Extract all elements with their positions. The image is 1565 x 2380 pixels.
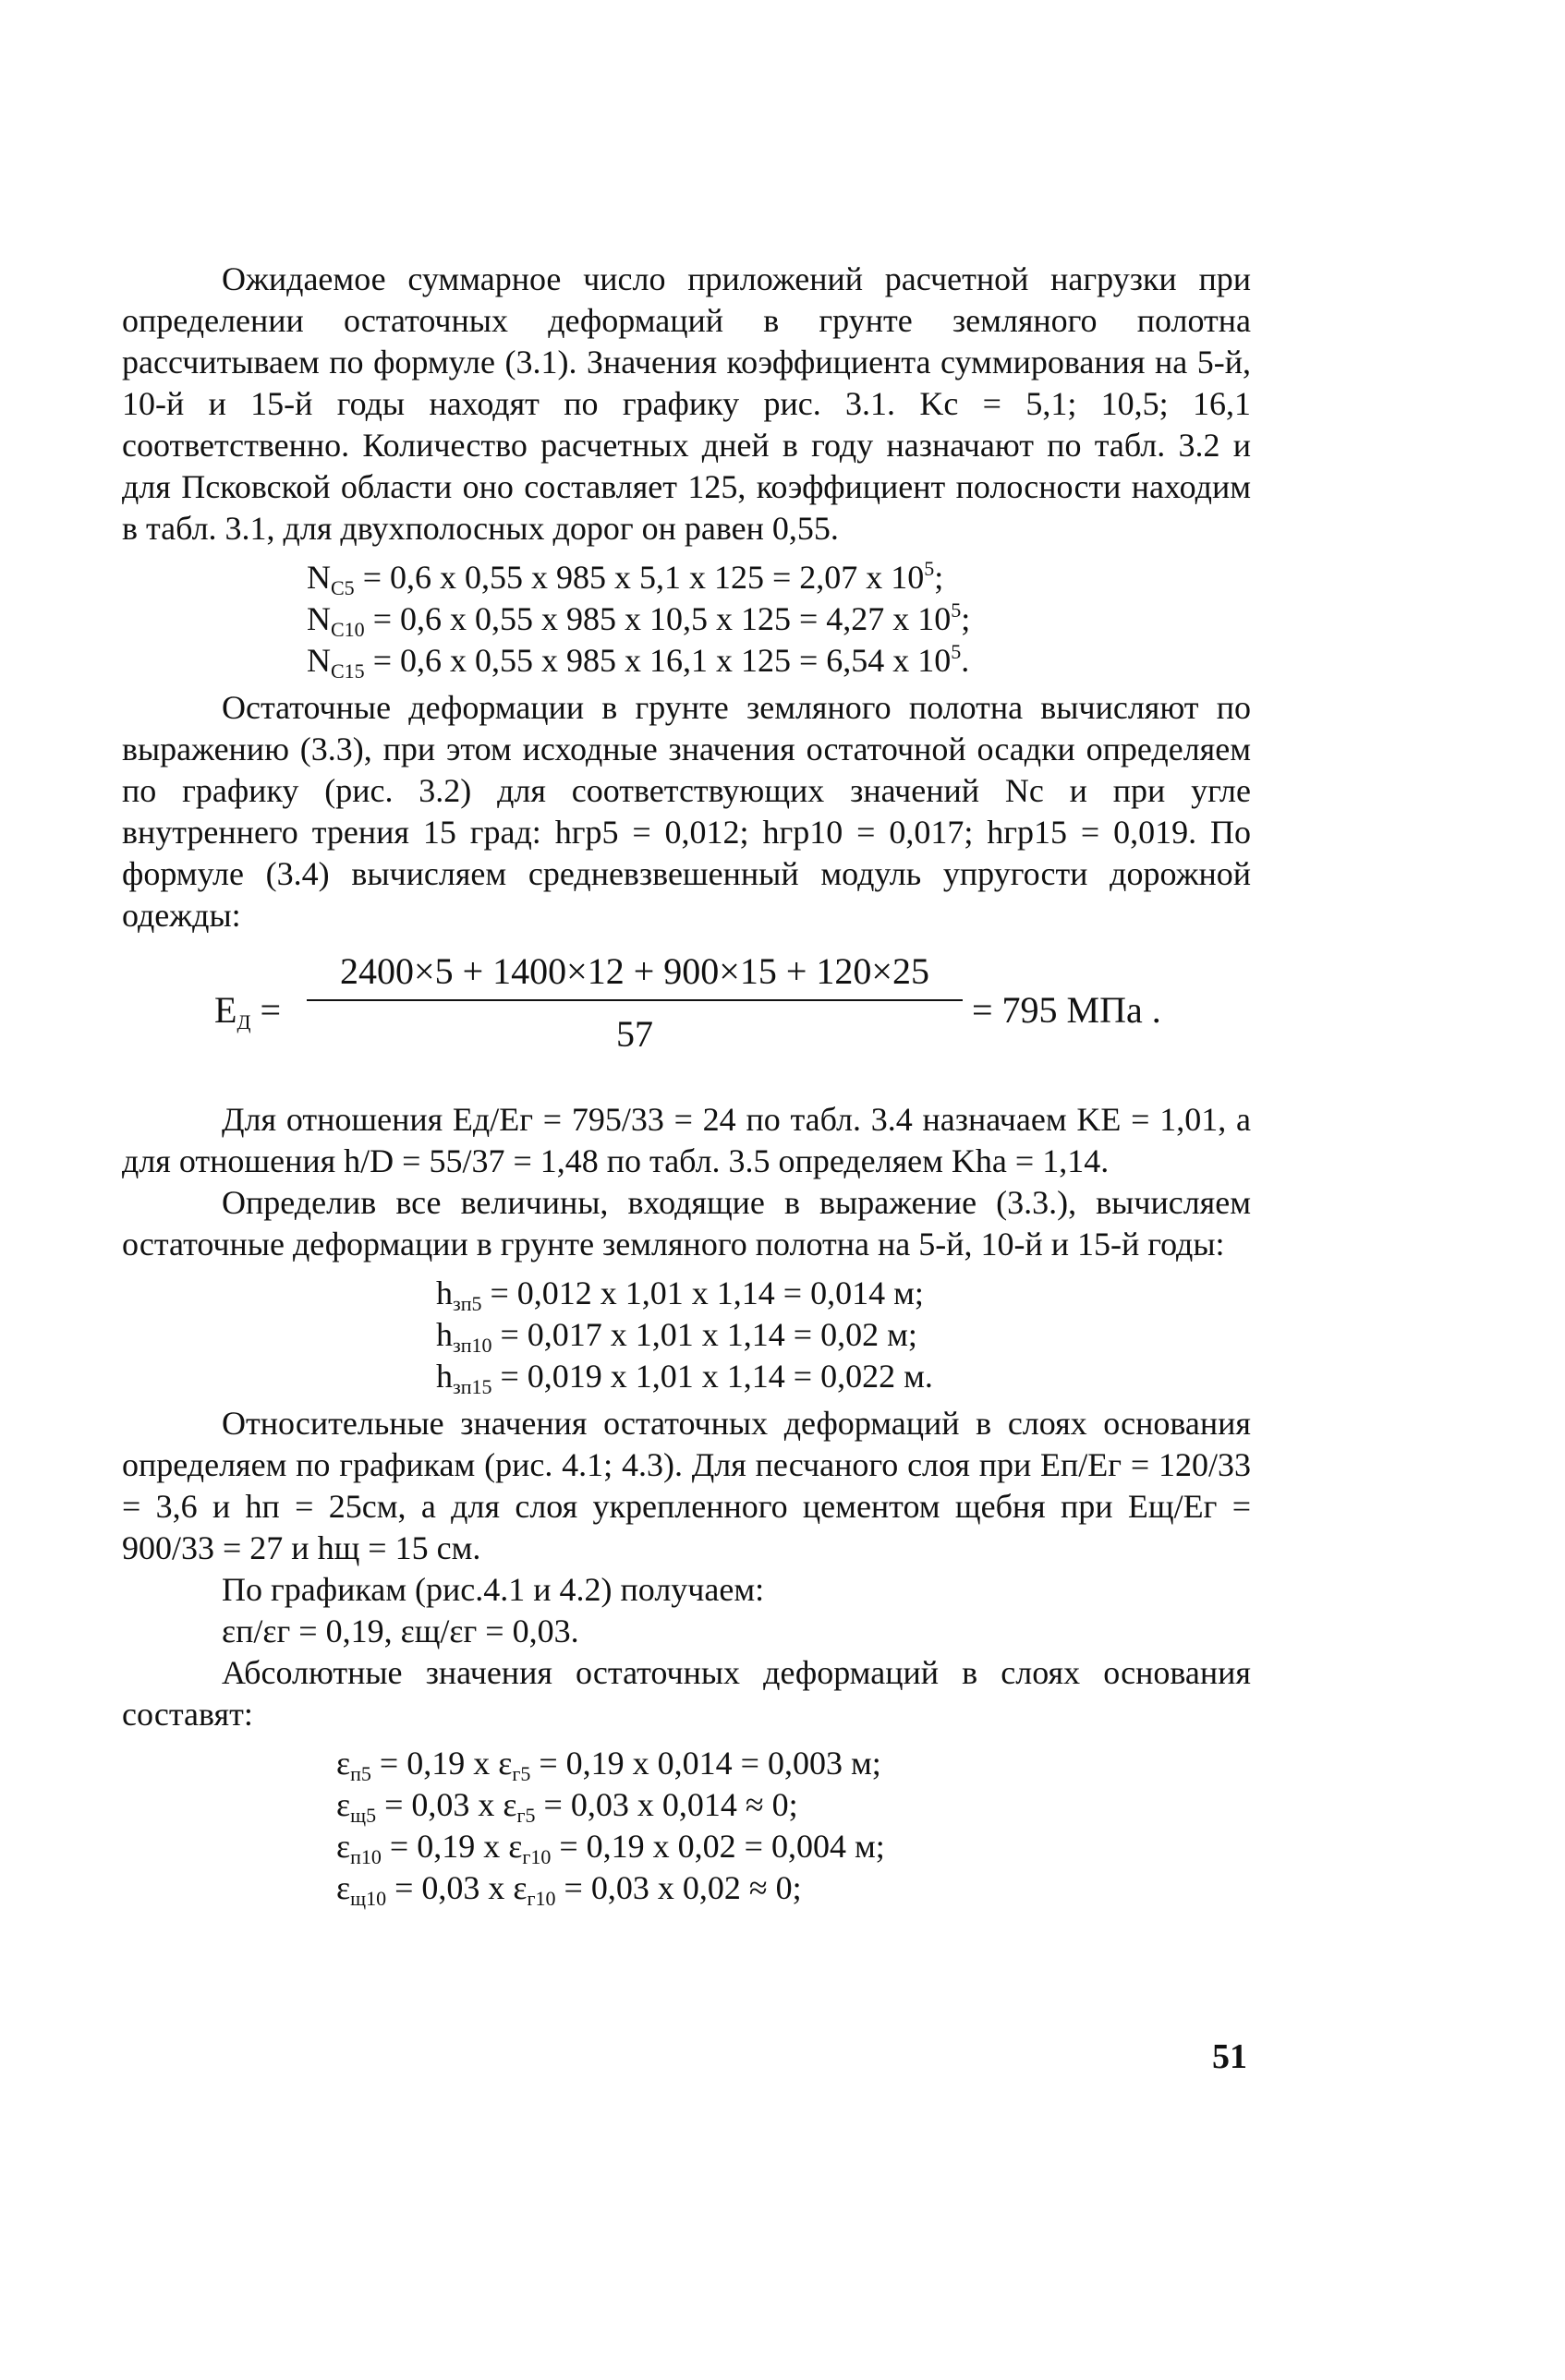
formula-line: $h_{зп15} = 0,019$ x 1,01 x 1,14 = 0,022 м. [436, 1358, 933, 1398]
formula-line: $\varepsilon_{щ10} = 0,03$ x $\varepsilon_{г10} = 0,03$ x 0,02 ≈ 0; [336, 1869, 802, 1910]
paragraph-coefficients: Для отношения Eд/Eг = 795/33 = 24 по табл. 3.4 назначаем KE = 1,01, а для отношения h/D = 55/37 = 1,48 по табл. 3.5 определяем Kha = 1,14. [122, 1101, 1251, 1179]
paragraph-residual-deformation: Остаточные деформации в грунте земляного полотна вычисляют по выражению (3.3), при этом исходные значения остаточной осадки определяем по графику (рис. 3.2) для соответствующих значений Nс и при угле внутреннего трения 15 град: hгр5 = 0,012; hгр10 = 0,017; hгр15 = 0,019. По формуле (3.4) вычисляем средневзвешенный модуль упругости дорожной одежды: [122, 689, 1251, 934]
paragraph-graphs: По графикам (рис.4.1 и 4.2) получаем: [222, 1571, 765, 1608]
modulus-formula [122, 944, 1251, 1082]
formula-line: $\varepsilon_{п10} = 0,19$ x $\varepsilon_{г10} = 0,19$ x 0,02 = 0,004 м; [336, 1828, 885, 1868]
formula-group-h [122, 1273, 1251, 1397]
paragraph-determined: Определив все величины, входящие в выражение (3.3.), вычисляем остаточные деформации в грунте земляного полотна на 5-й, 10-й и 15-й годы: [122, 1184, 1251, 1262]
page-number: 51 [1212, 2037, 1247, 2076]
formula-lhs: $E_Д$ = [214, 989, 282, 1033]
fraction-bar [307, 999, 963, 1001]
fraction-denominator: 57 [616, 1013, 653, 1055]
paragraph-relative-values: Относительные значения остаточных деформаций в слоях основания определяем по графикам (рис. 4.1; 4.3). Для песчаного слоя при Eп/Eг = 120/33 = 3,6 и hп = 25см, а для слоя укрепленного цементом щебня при Eщ/Eг = 900/33 = 27 и hщ = 15 см. [122, 1405, 1251, 1566]
formula-line: $N_{C10} = 0,6$ x 0,55 x 985 x 10,5 x 125 = 4,27 x $10^5$; [307, 598, 971, 641]
formula-group-nc [122, 557, 1251, 682]
paragraph-absolute-values: Абсолютные значения остаточных деформаций в слоях основания составят: [122, 1654, 1251, 1733]
formula-line: $\varepsilon_{п5} = 0,19$ x $\varepsilon_{г5} = 0,19$ x 0,014 = 0,003 м; [336, 1745, 881, 1785]
ratio-line: εп/εг = 0,19, εщ/εг = 0,03. [222, 1613, 579, 1649]
paragraph-load-count: Ожидаемое суммарное число приложений расчетной нагрузки при определении остаточных деформаций в грунте земляного полотна рассчитываем по формуле (3.1). Значения коэффициента суммирования на 5-й, 10-й и 15-й годы находят по графику рис. 3.1. Kс = 5,1; 10,5; 16,1 соответственно. Количество расчетных дней в году назначают по табл. 3.2 и для Псковской области оно составляет 125, коэффициент полосности находим в табл. 3.1, для двухполосных дорог он равен 0,55. [122, 260, 1251, 547]
formula-line: $h_{зп10} = 0,017$ x 1,01 x 1,14 = 0,02 м; [436, 1316, 917, 1357]
page-content [122, 259, 1251, 1915]
formula-line: $N_{C15} = 0,6$ x 0,55 x 985 x 16,1 x 125 = 6,54 x $10^5$. [307, 640, 970, 683]
fraction-numerator: 2400×5 + 1400×12 + 900×15 + 120×25 [340, 950, 929, 992]
formula-line: $N_{C5} = 0,6$ x 0,55 x 985 x 5,1 x 125 = 2,07 x $10^5$; [307, 557, 944, 599]
formula-group-eps [122, 1743, 1251, 1909]
formula-line: $\varepsilon_{щ5} = 0,03$ x $\varepsilon_{г5} = 0,03$ x 0,014 ≈ 0; [336, 1786, 798, 1827]
formula-result: = 795 МПа . [972, 989, 1161, 1031]
formula-line: $h_{зп5} = 0,012$ x 1,01 x 1,14 = 0,014 м; [436, 1275, 924, 1315]
